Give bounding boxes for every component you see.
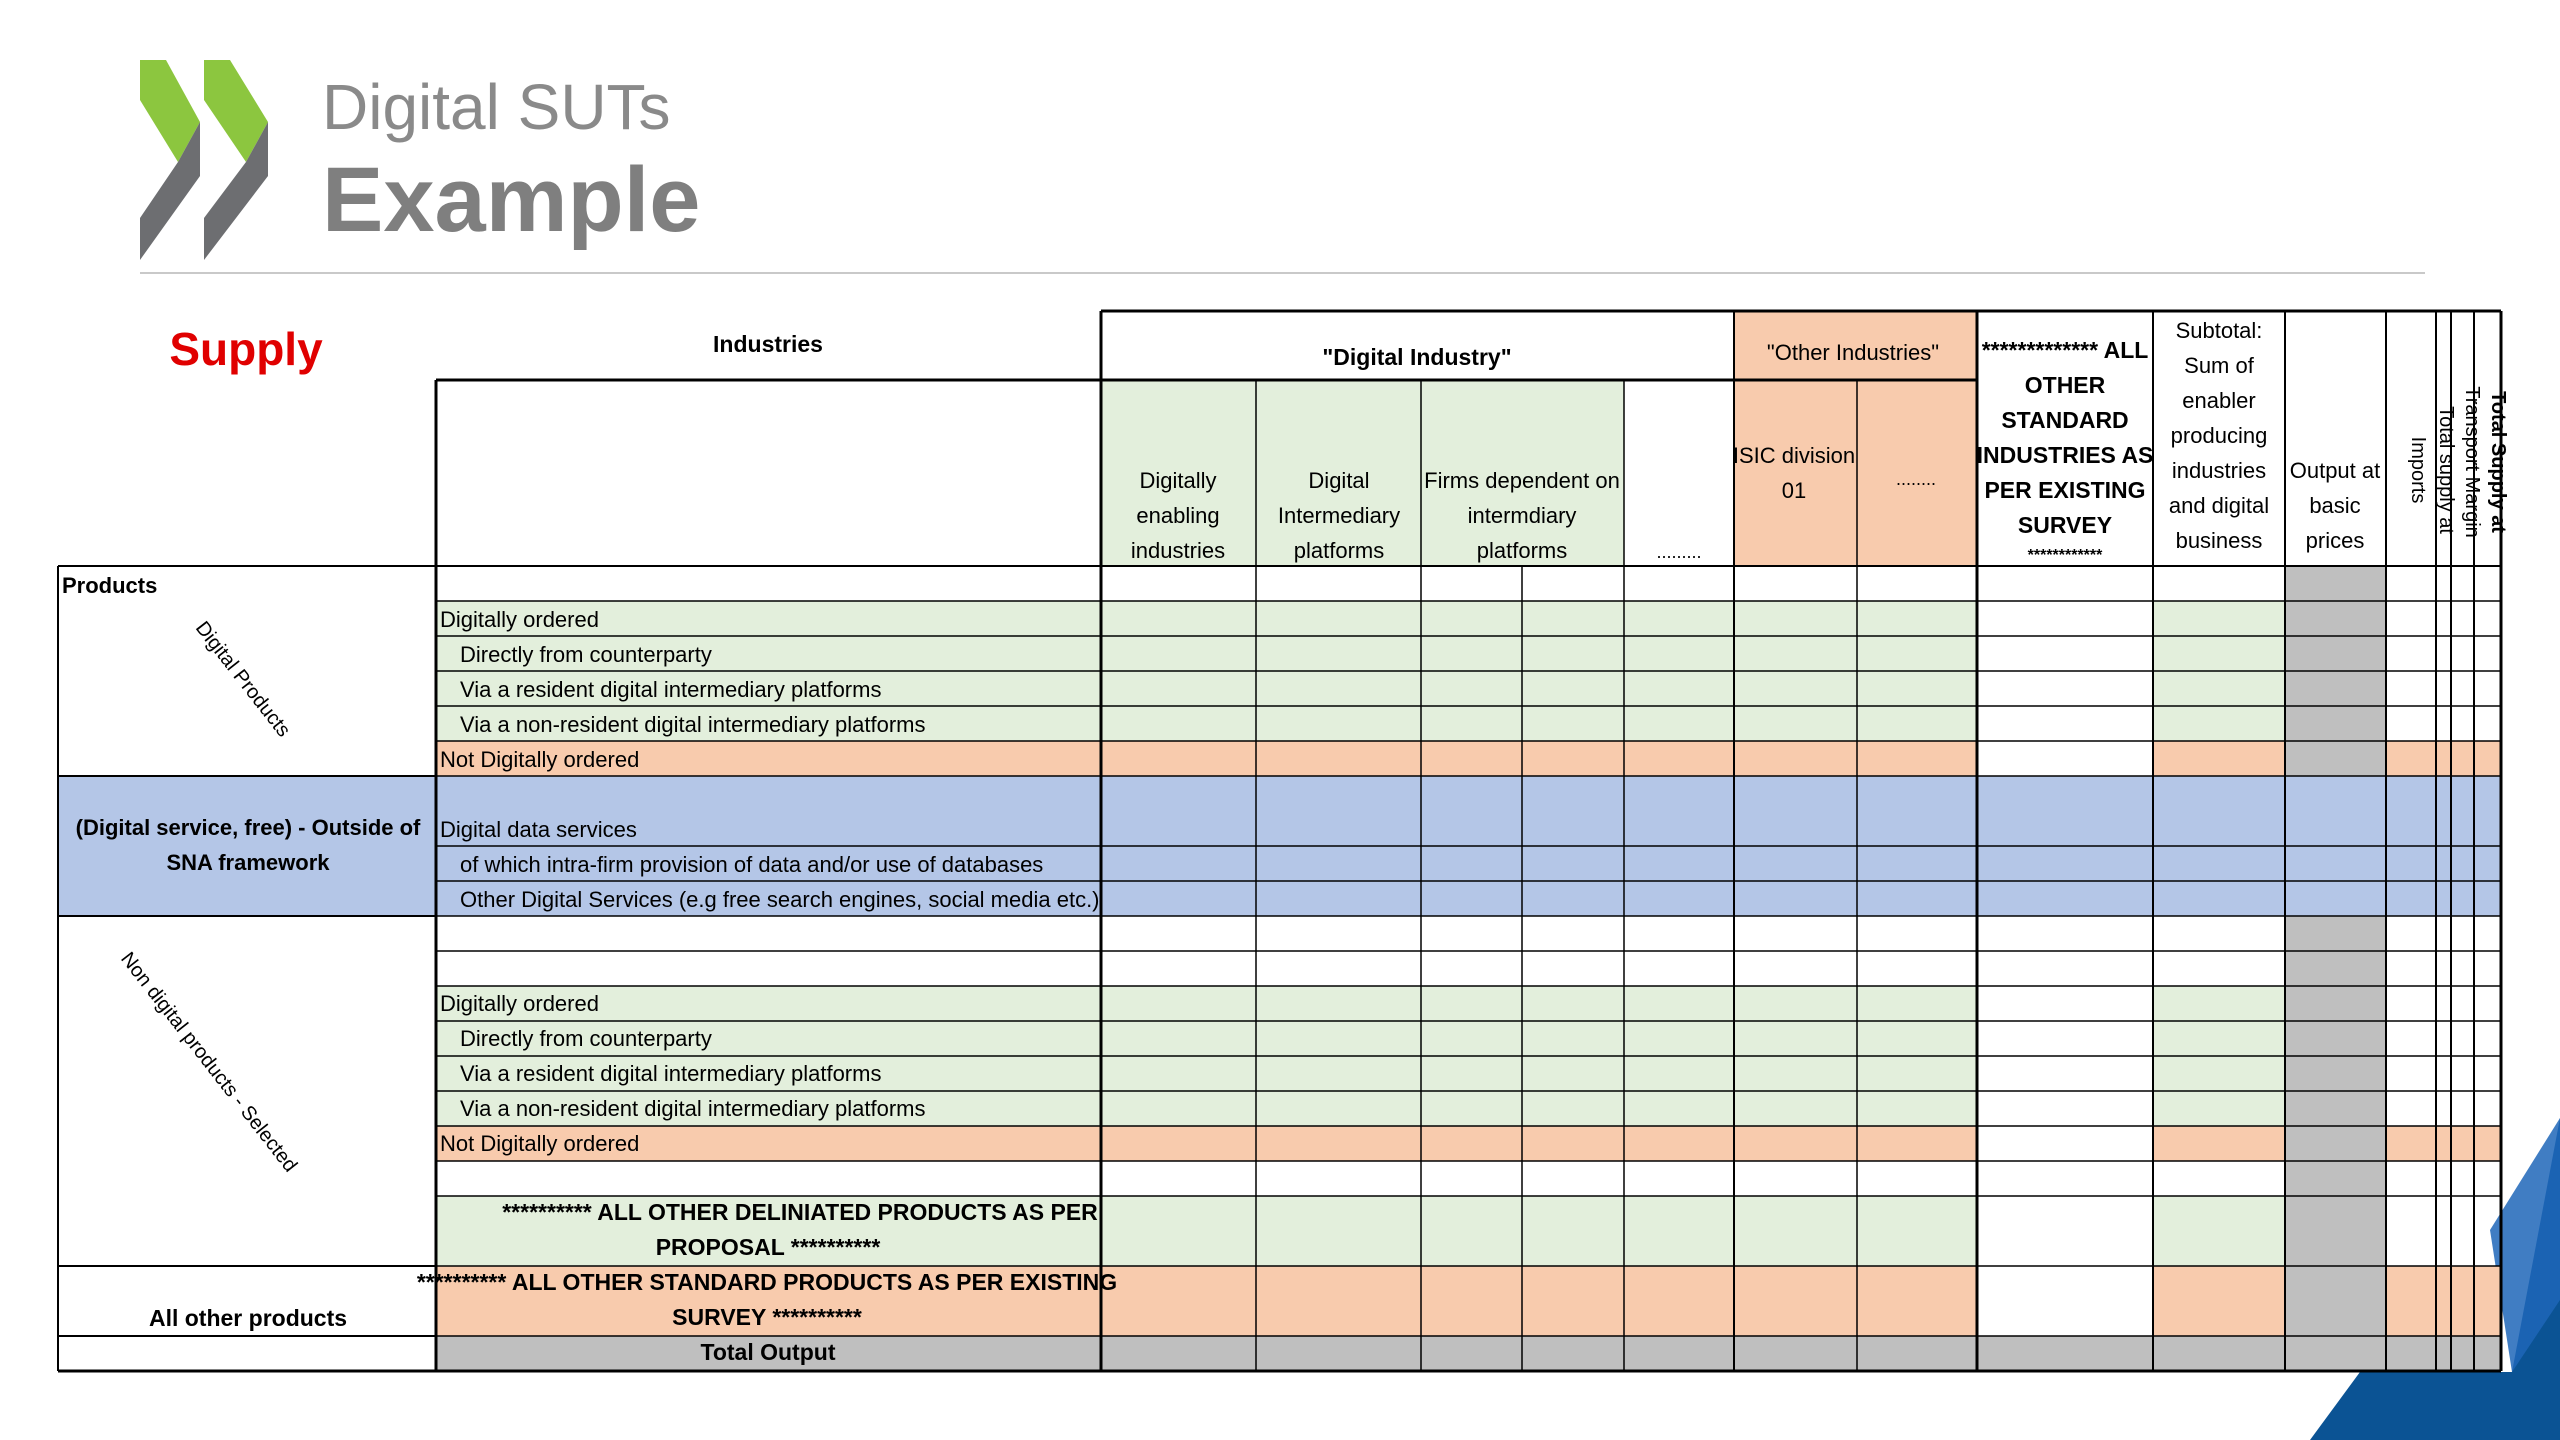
row-fill-nd-digitally [436,986,1977,1021]
col-header-line: and digital [2168,493,2270,518]
group-sna-line: (Digital service, free) - Outside of [75,815,421,840]
sna-label-fill [58,776,436,916]
col-header-line: industries [1130,538,1226,563]
output-basic-gray-column [2285,566,2386,1371]
supply-label: Supply [169,323,323,375]
row-fill-subtotal-via-resident [2153,671,2285,706]
col-header-line: platforms [1293,538,1385,563]
col-header-line: Firms dependent on [1424,468,1620,493]
all-other-industries-line: ************* ALL [1981,337,2149,363]
row-all-other-standard-line: SURVEY ********** [672,1304,862,1330]
group-all-other-products: All other products [148,1305,348,1331]
row-digital-data-services: Digital data services [440,817,637,842]
col-digitally-enabling [1131,468,1225,563]
row-fill-subtotal-nd-digitally [2153,986,2285,1021]
col-total-supply-at: Total supply at [2435,406,2457,534]
row-fill-subtotal-nd-directly [2153,1021,2285,1056]
row-fill-subtotal-nd-not-digitally [2153,1126,2285,1161]
row-nd-not-digitally: Not Digitally ordered [440,1131,640,1156]
row-total-output: Total Output [700,1339,836,1365]
col-header-line: business [2175,528,2263,553]
col-header-line: Subtotal: [2175,318,2263,343]
row-fill-subtotal-all-other-delineated [2153,1196,2285,1266]
digital-industry-header: "Digital Industry" [1322,344,1512,370]
row-all-other-delineated-line: PROPOSAL ********** [655,1234,881,1260]
col-total-supply-bold: Total Supply at [2487,391,2509,533]
row-intra-firm: of which intra-firm provision of data and/or use of databases [460,852,1044,877]
col-header-line: platforms [1476,538,1568,563]
col-header-line: ISIC division [1732,443,1856,468]
all-other-industries-line: PER EXISTING [1984,477,2146,503]
col-header-line: enabling [1136,503,1220,528]
row-all-other-standard-line: ********** ALL OTHER STANDARD PRODUCTS AS PER EXISTING [416,1269,1118,1295]
row-nd-directly: Directly from counterparty [460,1026,712,1051]
row-fill-subtotal-nd-nonresident [2153,1091,2285,1126]
all-other-industries-line: OTHER [2024,372,2106,398]
other-industries-header: "Other Industries" [1766,340,1940,365]
slide-subtitle: Example [322,149,701,251]
all-other-industries-line: INDUSTRIES AS [1976,442,2154,468]
col-transport-margin: Transport Margin [2461,386,2483,538]
group-digital-products: Digital Products [190,617,295,742]
col-header-line: industries [2171,458,2267,483]
row-directly-from-counterparty: Directly from counterparty [460,642,712,667]
all-other-industries-line: ************ [2027,547,2103,564]
col-header-line: producing [2170,423,2268,448]
row-fill-subtotal-all-other-standard [2153,1266,2285,1336]
row-not-digitally-ordered: Not Digitally ordered [440,747,640,772]
row-fill-right-nd-not-digitally [2386,1126,2501,1161]
row-fill-subtotal-nd-resident [2153,1056,2285,1091]
row-via-nonresident: Via a non-resident digital intermediary platforms [460,712,926,737]
col-output-basic [2290,458,2381,553]
all-other-industries-header [1977,337,2154,564]
col-header-line: 01 [1781,478,1807,503]
col-header-line: Sum of [2184,353,2254,378]
row-fill-right-not-digitally [2386,741,2501,776]
products-header: Products [62,573,158,598]
row-nd-via-nonresident: Via a non-resident digital intermediary platforms [460,1096,926,1121]
col-header-line: Digital [1308,468,1370,493]
row-fill-subtotal-not-digitally [2153,741,2285,776]
col-header-line: Intermediary [1277,503,1401,528]
col-header-line: Output at [2289,458,2381,483]
col-header-line: enabler [2182,388,2256,413]
row-digitally-ordered: Digitally ordered [440,607,599,632]
col-header-line: basic [2309,493,2361,518]
col-imports: Imports [2407,436,2429,504]
row-fill-data-services [436,776,2501,846]
header-isic-fill [1734,380,1977,566]
row-fill-digitally-ordered [436,601,1977,636]
row-fill-subtotal-directly [2153,636,2285,671]
row-all-other-delineated-line: ********** ALL OTHER DELINIATED PRODUCTS AS PER [502,1199,1098,1225]
row-other-digital-services: Other Digital Services (e.g free search engines, social media etc.) [460,887,1100,912]
col-header-line: Digitally [1139,468,1217,493]
row-via-resident: Via a resident digital intermediary platforms [460,677,882,702]
group-non-digital: Non digital products - Selected [116,948,302,1177]
industries-header: Industries [713,331,823,357]
row-nd-via-resident: Via a resident digital intermediary platforms [460,1061,882,1086]
col-subtotal [2169,318,2269,553]
row-fill-not-digitally [436,741,1977,776]
row-fill-right-all-other-standard [2386,1266,2501,1336]
all-other-industries-line: SURVEY [2017,512,2113,538]
col-digital-ellipsis: ......... [1656,542,1702,562]
group-sna-line: SNA framework [166,850,330,875]
col-header-line: intermdiary [1467,503,1577,528]
row-fill-subtotal-via-nonresident [2153,706,2285,741]
slide-title: Digital SUTs [322,71,671,143]
row-fill-subtotal-digitally-ordered [2153,601,2285,636]
all-other-industries-line: STANDARD [2001,407,2129,433]
col-header-line: prices [2305,528,2365,553]
row-nd-digitally-ordered: Digitally ordered [440,991,599,1016]
row-fill-nd-not-digitally [436,1126,1977,1161]
col-other-ellipsis: ........ [1895,469,1937,489]
